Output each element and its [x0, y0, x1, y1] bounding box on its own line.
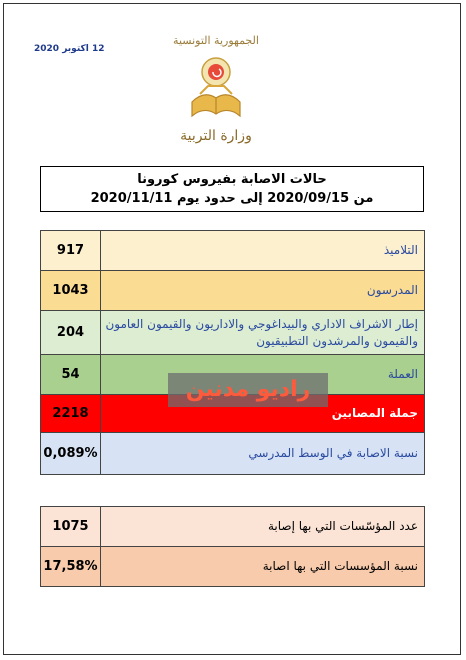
label-cell: إطار الاشراف الاداري والبيداغوجي والاداريون والقيمون العامون والقيمون والمرشدون التطبيقيون: [101, 311, 425, 355]
document-date: 12 اكتوبر 2020: [34, 44, 105, 54]
value-cell: 204: [41, 311, 101, 355]
infection-table: [40, 230, 425, 475]
value-cell: 1075: [41, 507, 101, 547]
label-cell: نسبة الاصابة في الوسط المدرسي: [101, 433, 425, 475]
value-cell: 0,089%: [41, 433, 101, 475]
label-cell: العملة: [101, 355, 425, 395]
title-line-1: حالات الاصابة بفيروس كورونا: [137, 172, 327, 187]
emblem-icon: [182, 50, 250, 130]
value-cell: 54: [41, 355, 101, 395]
institutions-table: [40, 506, 425, 587]
label-cell: عدد المؤسّسات التي بها إصابة: [101, 507, 425, 547]
label-cell: نسبة المؤسسات التي بها اصابة: [101, 547, 425, 587]
table-row: [41, 271, 425, 311]
republic-label: الجمهورية التونسية: [173, 34, 259, 47]
ministry-emblem: [168, 32, 264, 144]
value-cell: 1043: [41, 271, 101, 311]
report-title: [40, 166, 424, 212]
table-row: [41, 231, 425, 271]
value-cell: 17,58%: [41, 547, 101, 587]
value-cell: 2218: [41, 395, 101, 433]
title-line-2: من 2020/09/15 إلى حدود يوم 2020/11/11: [90, 191, 374, 206]
label-cell: التلاميذ: [101, 231, 425, 271]
watermark-logo: راديو مدنين: [168, 373, 328, 407]
table-row: [41, 311, 425, 355]
value-cell: 917: [41, 231, 101, 271]
label-cell: جملة المصابين: [101, 395, 425, 433]
ministry-label: وزارة التربية: [180, 128, 252, 144]
table-row: [41, 507, 425, 547]
table-row: [41, 433, 425, 475]
table-row: [41, 547, 425, 587]
label-cell: المدرسون: [101, 271, 425, 311]
